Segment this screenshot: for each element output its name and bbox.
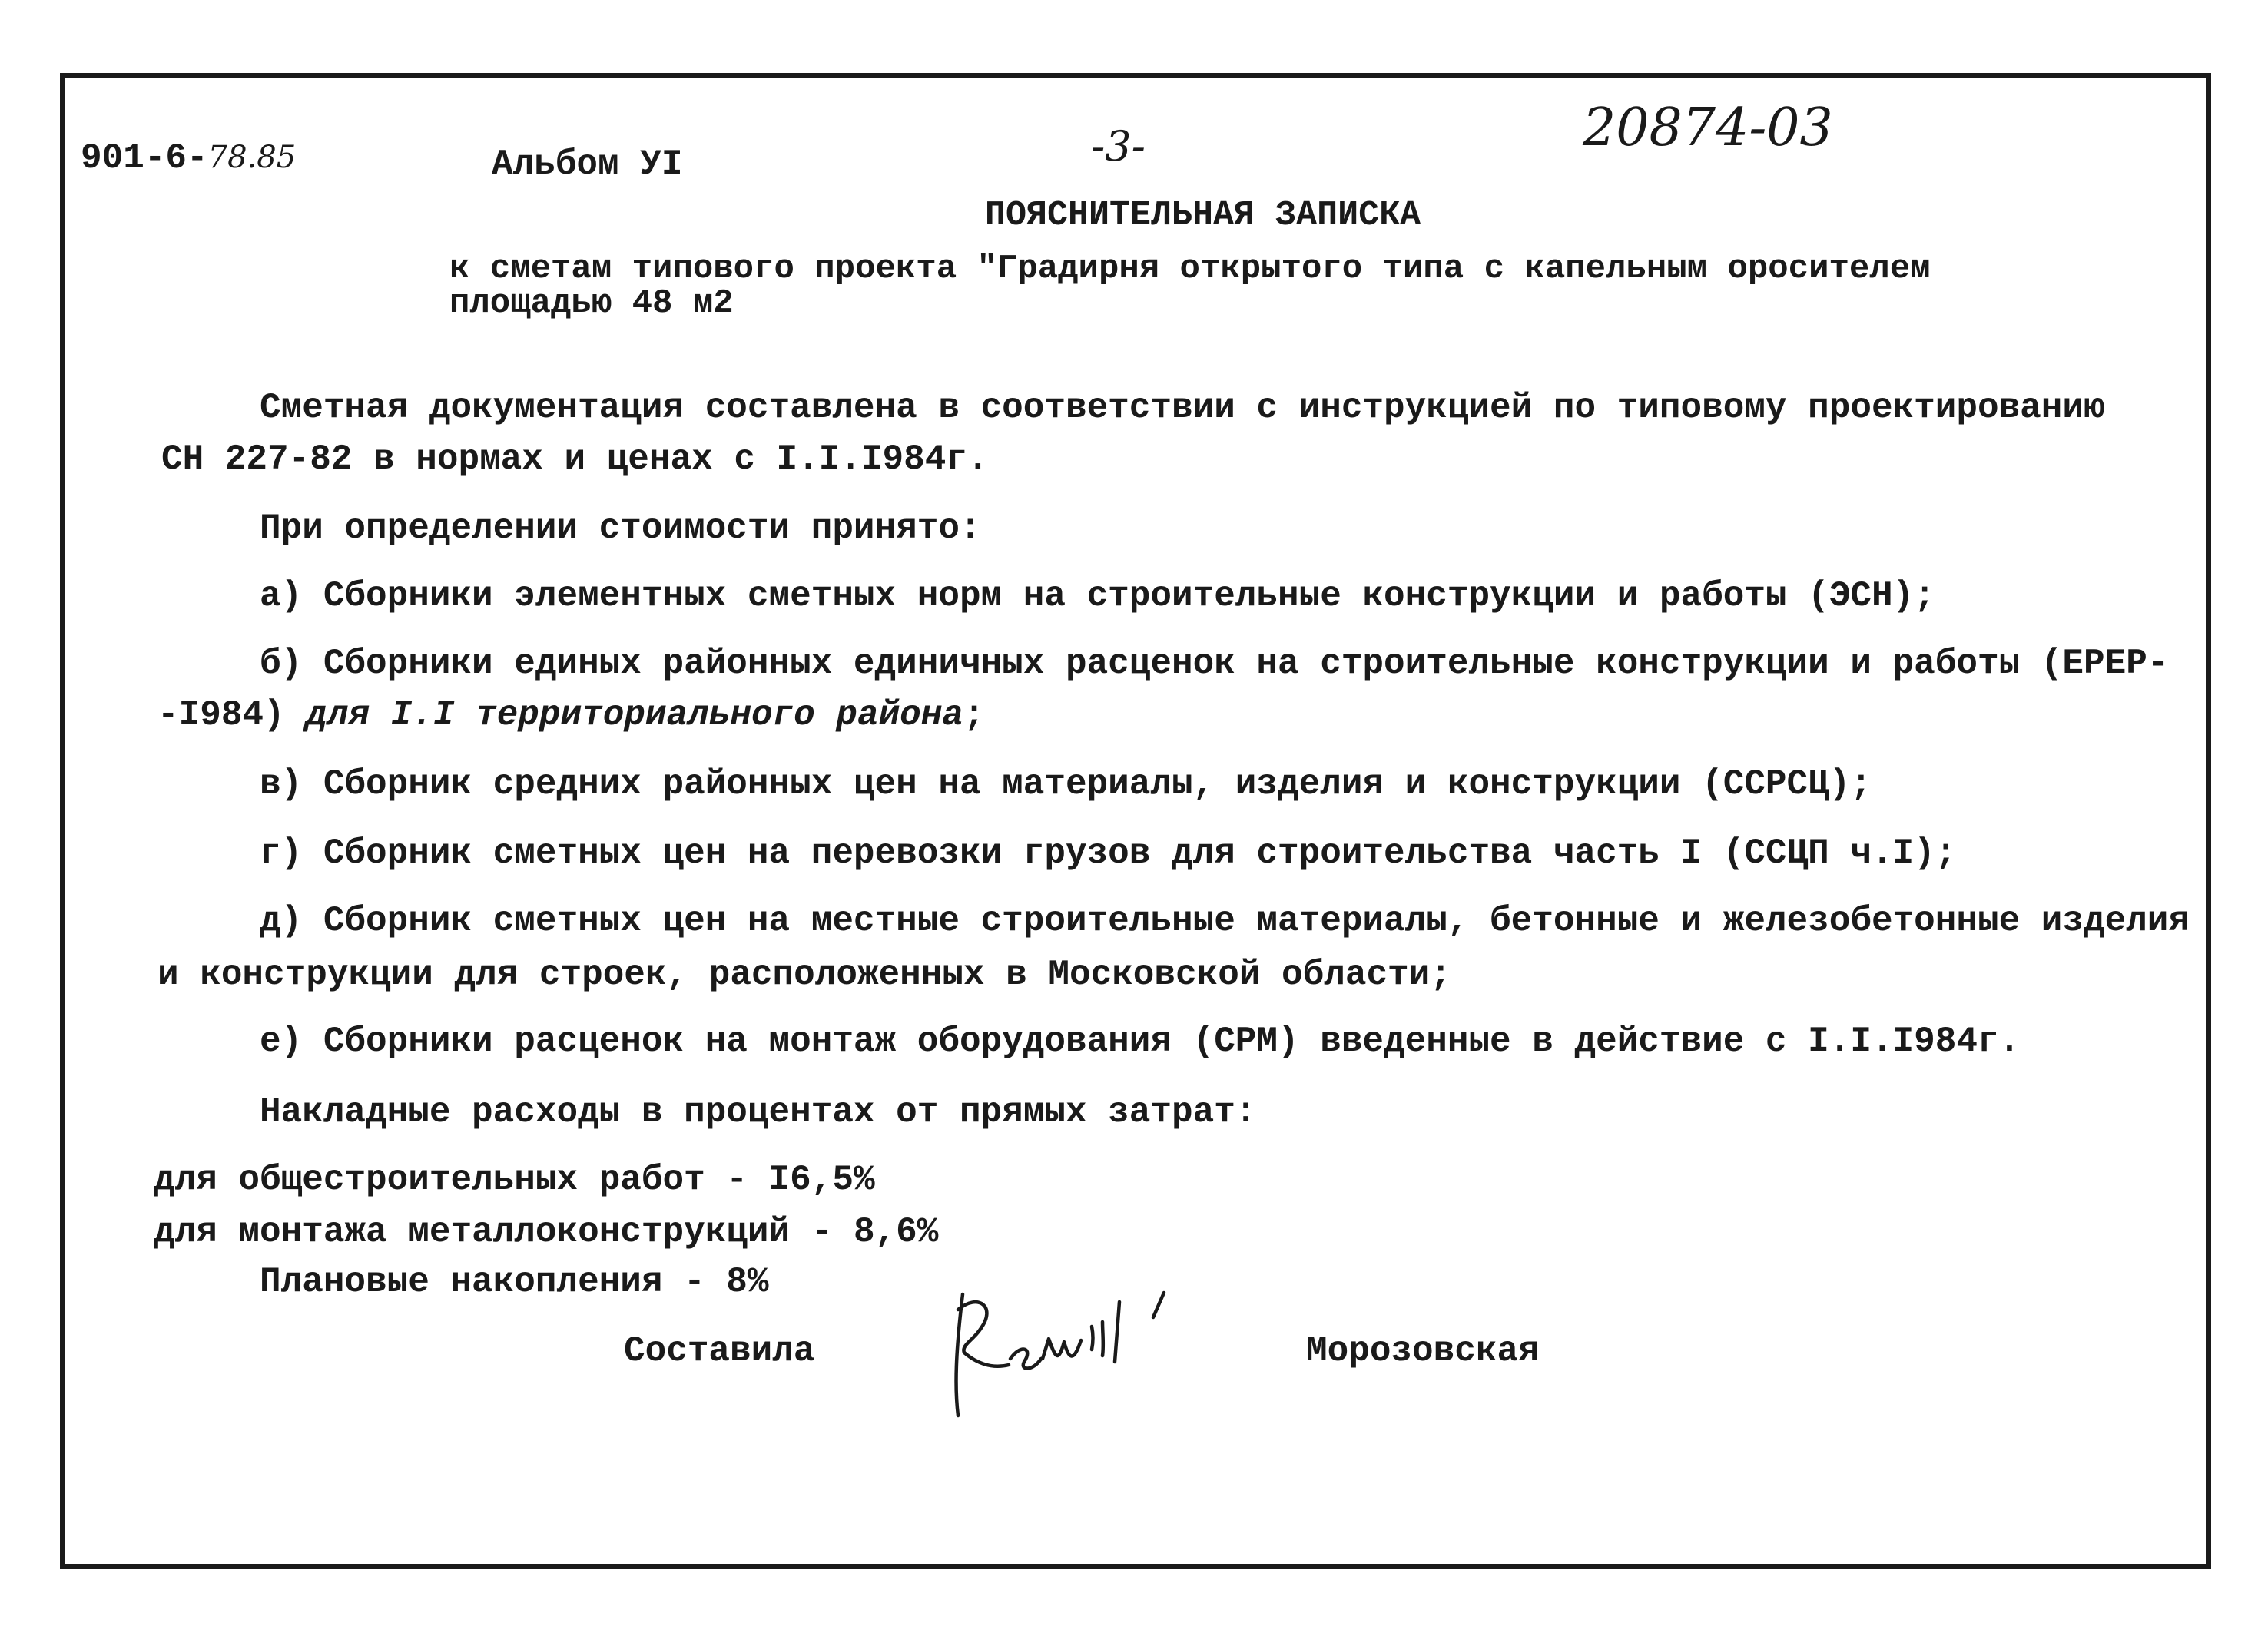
- doc-code-handwritten: 78.85: [207, 140, 297, 175]
- intro-line-1: Сметная документация составлена в соответствии с инструкцией по типовому проектированию: [260, 388, 2105, 428]
- list-item-b-italic: для I.I территориального района: [306, 695, 963, 735]
- list-item-a: а) Сборники элементных сметных норм на строительные конструкции и работы (ЭСН);: [260, 576, 1935, 616]
- list-item-b-line-1: б) Сборники единых районных единичных расценок на строительные конструкции и работы (ЕРЕР-: [260, 644, 2169, 684]
- compiled-by-label: Составила: [624, 1331, 815, 1371]
- list-item-v: в) Сборник средних районных цен на материалы, изделия и конструкции (ССРСЦ);: [260, 764, 1872, 804]
- list-item-b-line-2: [158, 695, 985, 736]
- album-label: Альбом УI: [492, 144, 683, 184]
- list-item-d-line-1: д) Сборник сметных цен на местные строительные материалы, бетонные и железобетонные изделия: [260, 901, 2190, 941]
- planned-savings: Плановые накопления - 8%: [260, 1262, 769, 1302]
- doc-code-typed: 901-6-: [81, 138, 208, 178]
- page-title: ПОЯСНИТЕЛЬНАЯ ЗАПИСКА: [985, 196, 1421, 235]
- doc-code: [81, 138, 296, 179]
- archive-number: 20874-03: [1583, 98, 1833, 158]
- accepted-heading: При определении стоимости принято:: [260, 508, 981, 548]
- list-item-b-suffix: ;: [963, 695, 985, 735]
- subtitle-line-1: к сметам типового проекта "Градирня открытого типа с капельным оросителем: [449, 250, 1931, 288]
- list-item-d-line-2: и конструкции для строек, расположенных в Московской области;: [158, 955, 1451, 995]
- compiler-name: Морозовская: [1306, 1331, 1540, 1371]
- intro-line-2: СН 227-82 в нормах и ценах с I.I.I984г.: [161, 439, 989, 479]
- overhead-heading: Накладные расходы в процентах от прямых затрат:: [260, 1092, 1257, 1132]
- list-item-e: е) Сборники расценок на монтаж оборудования (СРМ) введенные в действие с I.I.I984г.: [260, 1022, 2021, 1062]
- page-number: -3-: [1091, 122, 1146, 171]
- overhead-metal-works: для монтажа металлоконструкций - 8,6%: [154, 1212, 939, 1252]
- overhead-general-works: для общестроительных работ - I6,5%: [154, 1160, 875, 1200]
- list-item-g: г) Сборник сметных цен на перевозки грузов для строительства часть I (ССЦП ч.I);: [260, 833, 1957, 873]
- subtitle-line-2: площадью 48 м2: [449, 284, 734, 323]
- handwritten-signature: [941, 1279, 1233, 1433]
- list-item-b-prefix: -I984): [158, 695, 285, 735]
